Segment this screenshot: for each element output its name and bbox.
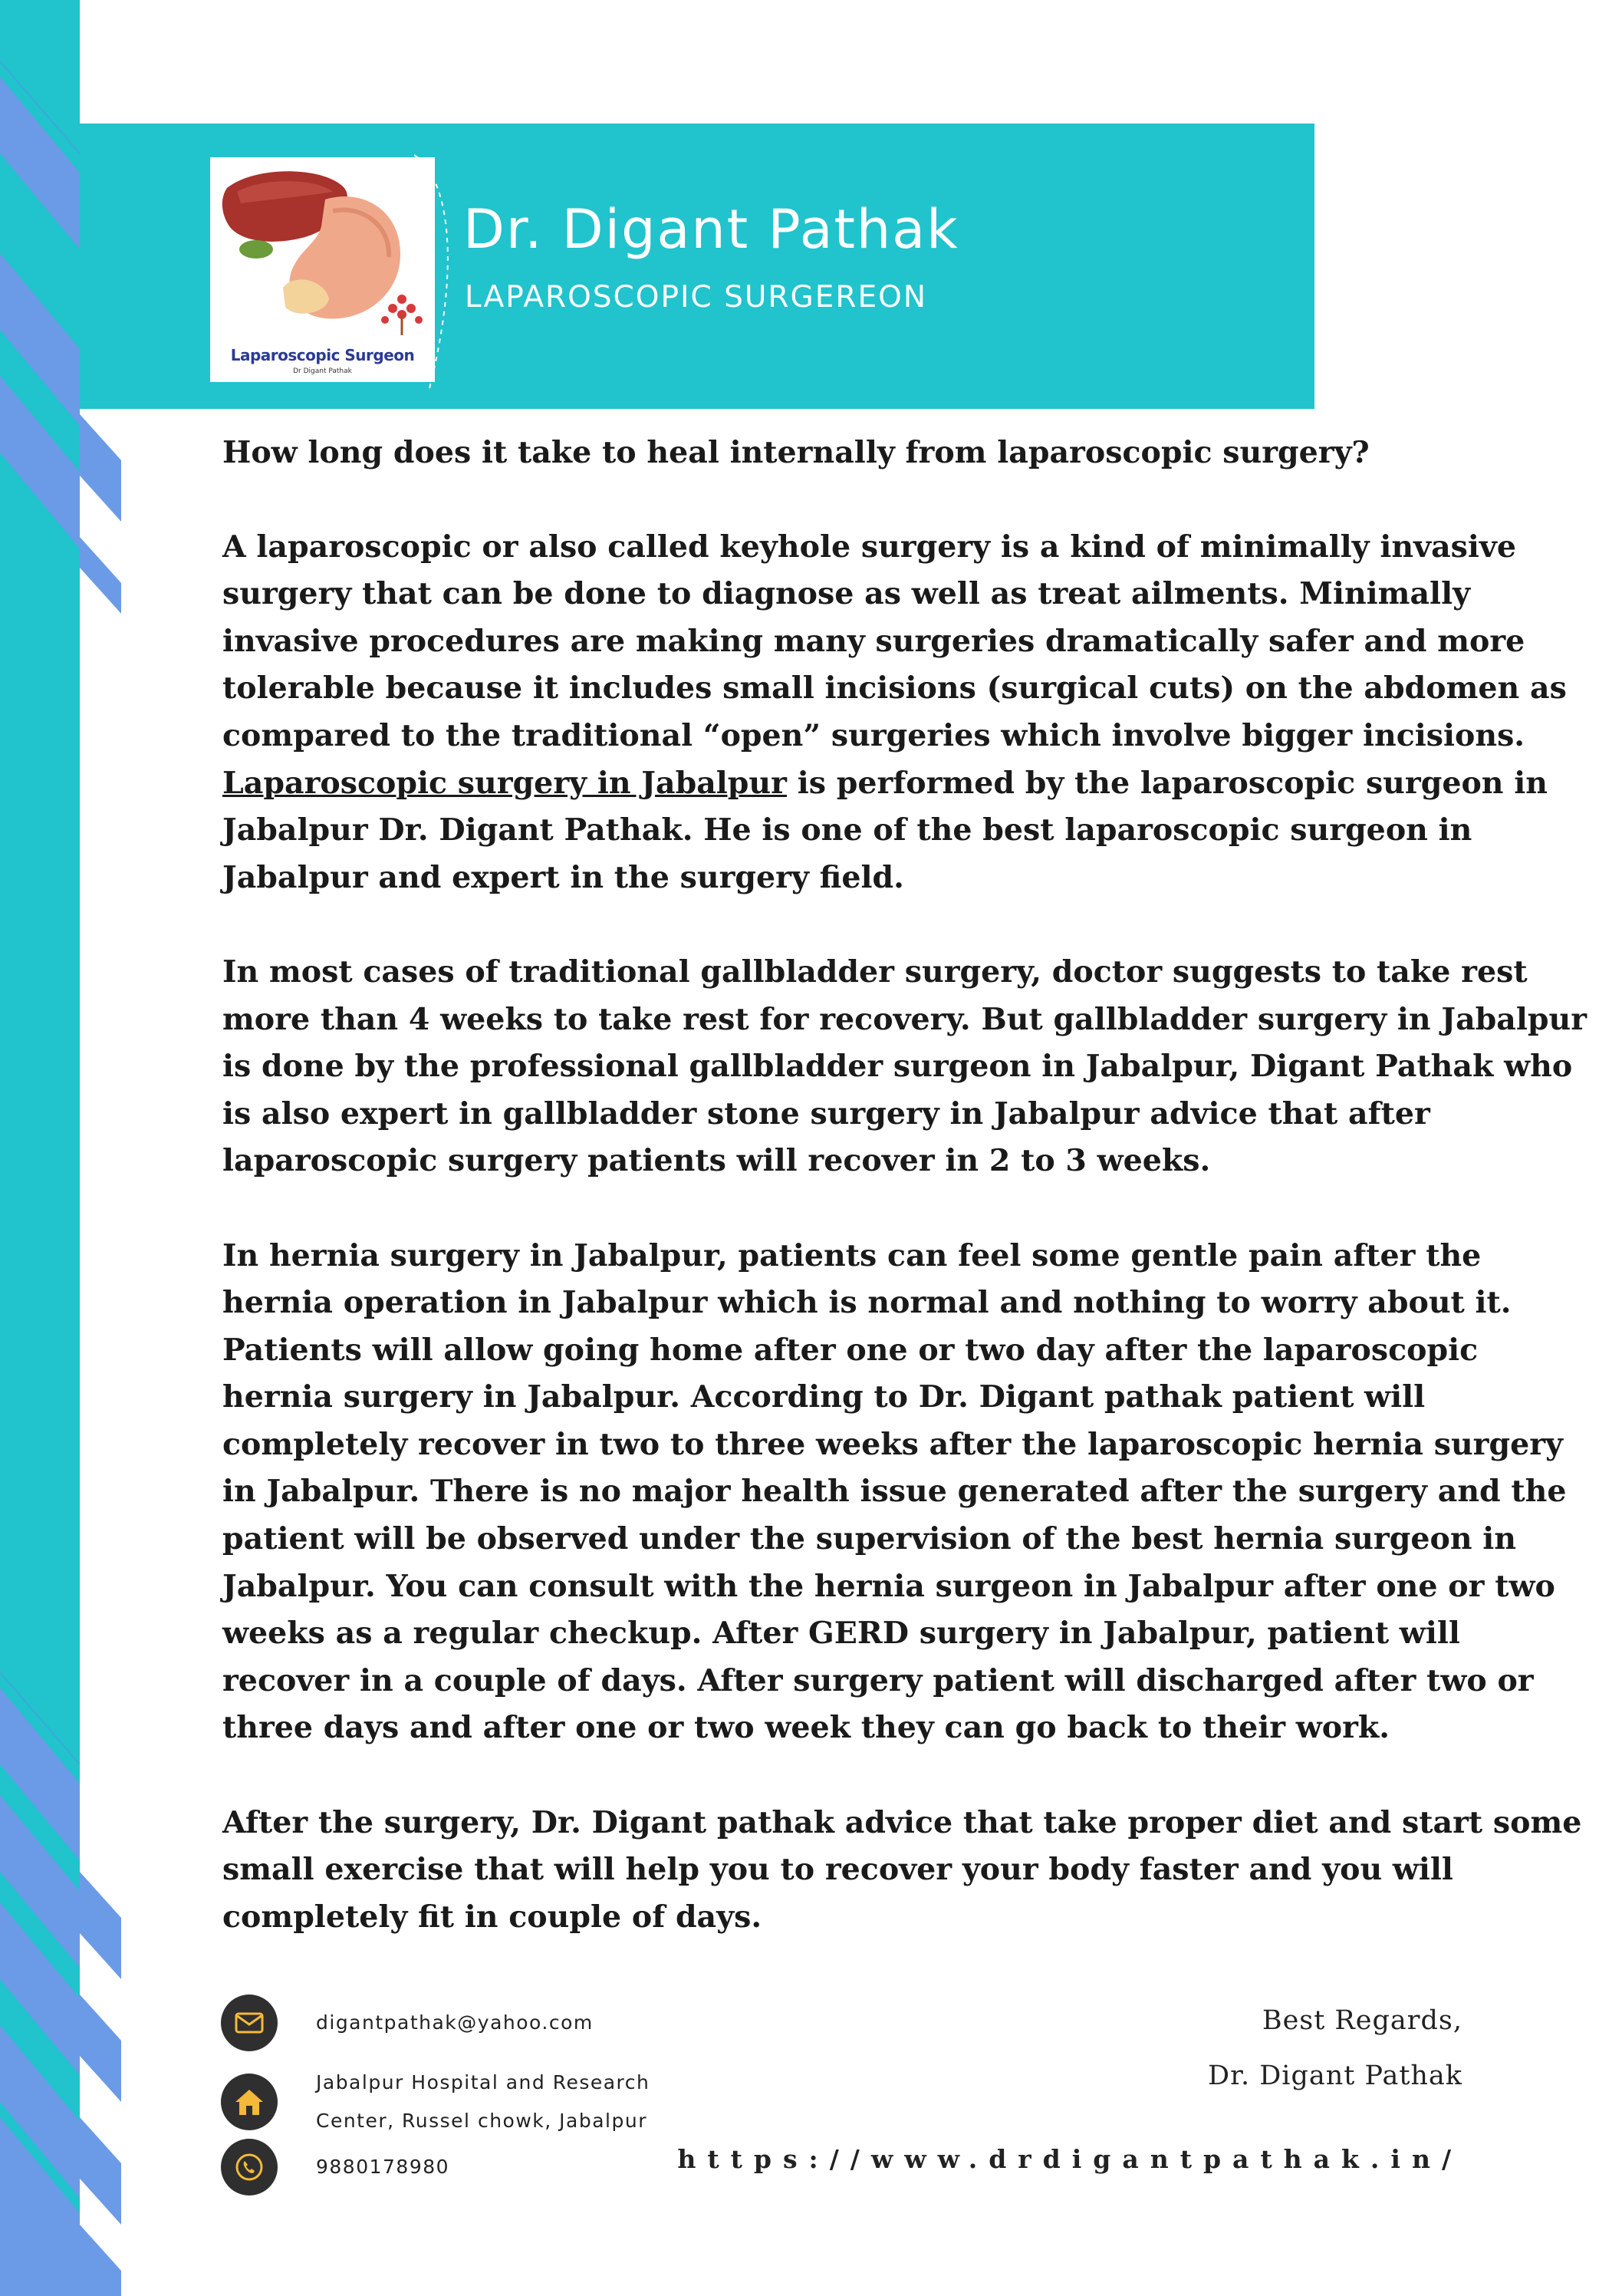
logo [210,157,435,382]
logo-subcaption: Dr Digant Pathak [293,367,352,375]
address-line-1: Jabalpur Hospital and Research [316,2071,650,2093]
paragraph-2: In most cases of traditional gallbladder surgery, doctor suggests to take rest more than 4 weeks to take rest for recovery. But gallbladder surgery in Jabalpur is done by the professional gallbladder surgeon in Jabalpur, Digant Pathak who is also expert in gallbladder stone surgery in Jabalpur advice that after laparoscopic surgery patients will recover in 2 to 3 weeks. [222,954,1587,1179]
laparoscopic-surgery-link[interactable]: Laparoscopic surgery in Jabalpur [222,765,787,801]
phone-icon [221,2139,278,2196]
liver-stomach-illustration [210,157,435,341]
address-line-2: Center, Russel chowk, Jabalpur [316,2110,647,2132]
logo-caption: Laparoscopic Surgeon [230,346,415,364]
doctor-name: Dr. Digant Pathak [463,198,959,261]
contact-address [316,2064,650,2140]
best-regards: Best Regards, [1262,2005,1462,2036]
contact-address-row [221,2064,650,2140]
paragraph-1 [222,524,1595,902]
contact-email-row [221,1995,594,2051]
contact-phone[interactable]: 9880178980 [316,2156,450,2178]
home-icon [221,2074,278,2130]
signature-name: Dr. Digant Pathak [1208,2060,1462,2091]
doctor-title: LAPAROSCOPIC SURGEREON [465,280,928,315]
article-body [222,430,1595,1988]
contact-email[interactable]: digantpathak@yahoo.com [316,2011,594,2034]
paragraph-3: In hernia surgery in Jabalpur, patients can feel some gentle pain after the hernia operation in Jabalpur which is normal and nothing to worry about it. Patients will allow going home after one or two day after the laparoscopic hernia surgery in Jabalpur. According to Dr. Digant pathak patient will completely recover in two to three weeks after the laparoscopic hernia surgery in Jabalpur. There is no major health issue generated after the surgery and the patient will be observed under the supervision of the best hernia surgeon in Jabalpur. You can consult with the hernia surgeon in Jabalpur after one or two weeks as a regular checkup. After GERD surgery in Jabalpur, patient will recover in a couple of days. After surgery patient will discharged after two or three days and after one or two week they can go back to their work. [222,1237,1567,1746]
article-heading: How long does it take to heal internally from laparoscopic surgery? [222,435,1370,470]
contact-phone-row [221,2139,449,2196]
paragraph-1-text-end: is performed by the laparoscopic surgeon in Jabalpur Dr. Digant Pathak. He is one of the best laparoscopic surgeon in Jabalpur and expert in the surgery field. [222,765,1548,895]
website-link[interactable]: https://www.drdigantpathak.in/ [677,2144,1462,2174]
paragraph-4: After the surgery, Dr. Digant pathak advice that take proper diet and start some small exercise that will help you to recover your body faster and you will completely fit in couple of days. [222,1804,1582,1935]
email-icon [221,1995,278,2051]
paragraph-1-text: A laparoscopic or also called keyhole surgery is a kind of minimally invasive surgery that can be done to diagnose as well as treat ailments. Minimally invasive procedures are making many surgeries dramatically safer and more tolerable because it includes small incisions (surgical cuts) on the abdomen as compared to the traditional “open” surgeries which involve bigger incisions. [222,529,1567,753]
